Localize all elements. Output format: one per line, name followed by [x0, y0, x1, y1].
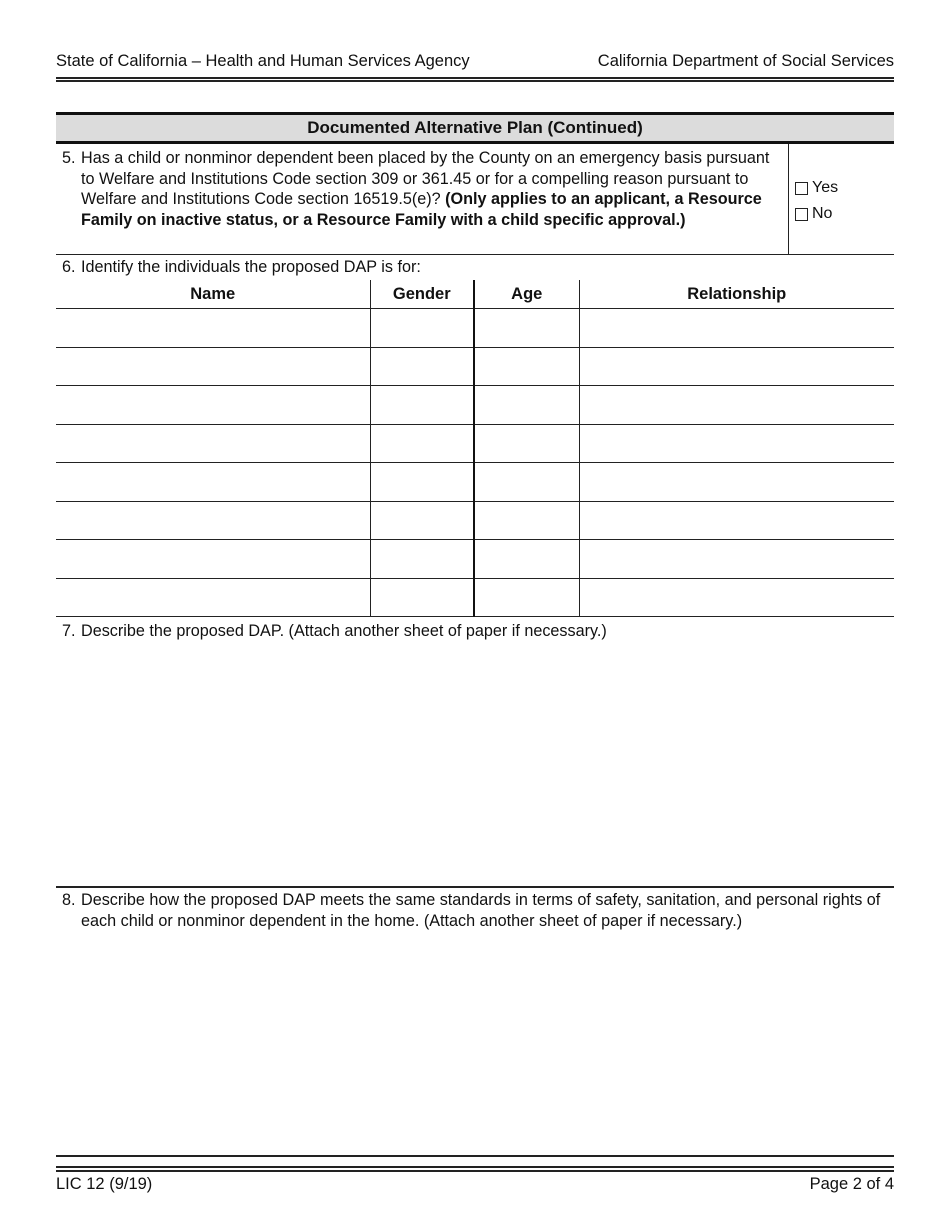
option-no[interactable]: [795, 205, 832, 223]
column-gender-header: Gender: [370, 280, 474, 309]
individuals-table: [56, 280, 894, 617]
relationship-cell[interactable]: [579, 309, 894, 348]
relationship-cell[interactable]: [579, 424, 894, 463]
question-8-body: Describe how the proposed DAP meets the same standards in terms of safety, sanitation, and personal rights of each child or nonminor dependent in the home. (Attach another sheet of paper if necessary.): [81, 891, 881, 930]
header-rule-bottom: [56, 80, 894, 82]
question-8-number: 8.: [62, 891, 76, 909]
footer-rule-2: [56, 1166, 894, 1168]
name-cell[interactable]: [56, 424, 370, 463]
relationship-cell[interactable]: [579, 463, 894, 502]
age-cell[interactable]: [474, 578, 579, 617]
column-age-header: Age: [474, 280, 579, 309]
gender-cell[interactable]: [370, 463, 474, 502]
age-cell[interactable]: [474, 347, 579, 386]
name-cell[interactable]: [56, 540, 370, 579]
yes-label: Yes: [812, 179, 839, 196]
table-row: [56, 463, 894, 502]
question-7-answer-area[interactable]: [56, 646, 894, 884]
name-cell[interactable]: [56, 501, 370, 540]
table-row: [56, 540, 894, 579]
question-5-body: Has a child or nonminor dependent been placed by the County on an emergency basis pursuant to Welfare and Institutions Code section 309 or 361.45 or for a compelling reason pursuant to Welfare and Institutions Code section 16519.5(e)?: [81, 149, 770, 209]
relationship-cell[interactable]: [579, 386, 894, 425]
gender-cell[interactable]: [370, 540, 474, 579]
question-6-text: [62, 257, 421, 278]
question-7-body: Describe the proposed DAP. (Attach another sheet of paper if necessary.): [81, 622, 607, 640]
question-8-answer-area[interactable]: [56, 938, 894, 1152]
question-5-note: (Only applies to an applicant, a Resource Family on inactive status, or a Resource Family with a child specific approval.): [81, 190, 762, 229]
section-title: Documented Alternative Plan (Continued): [56, 112, 894, 144]
gender-cell[interactable]: [370, 386, 474, 425]
question-7-number: 7.: [62, 622, 76, 640]
relationship-cell[interactable]: [579, 347, 894, 386]
yes-checkbox[interactable]: [795, 182, 808, 195]
question-8-text: [62, 890, 882, 932]
gender-cell[interactable]: [370, 578, 474, 617]
question-5-number: 5.: [62, 149, 76, 167]
column-name-header: Name: [56, 280, 370, 309]
no-checkbox[interactable]: [795, 208, 808, 221]
gender-cell[interactable]: [370, 347, 474, 386]
table-row: [56, 501, 894, 540]
header-department: California Department of Social Services: [597, 52, 894, 70]
table-row: [56, 309, 894, 348]
gender-cell[interactable]: [370, 424, 474, 463]
footer-page-number: Page 2 of 4: [809, 1175, 894, 1193]
question-5-text: [62, 148, 784, 230]
relationship-cell[interactable]: [579, 578, 894, 617]
footer-form-id: LIC 12 (9/19): [56, 1175, 153, 1193]
table-row: [56, 578, 894, 617]
header-agency: State of California – Health and Human Services Agency: [56, 52, 470, 70]
name-cell[interactable]: [56, 309, 370, 348]
question-6-number: 6.: [62, 258, 76, 276]
gender-cell[interactable]: [370, 501, 474, 540]
name-cell[interactable]: [56, 463, 370, 502]
question-5-options: [788, 144, 894, 254]
age-cell[interactable]: [474, 386, 579, 425]
footer-rule-1: [56, 1155, 894, 1157]
relationship-cell[interactable]: [579, 540, 894, 579]
gender-cell[interactable]: [370, 309, 474, 348]
age-cell[interactable]: [474, 309, 579, 348]
age-cell[interactable]: [474, 501, 579, 540]
name-cell[interactable]: [56, 347, 370, 386]
no-label: No: [812, 205, 833, 222]
question-7-divider: [56, 886, 894, 888]
option-yes[interactable]: [795, 179, 838, 197]
age-cell[interactable]: [474, 424, 579, 463]
table-row: [56, 347, 894, 386]
header-rule-top: [56, 77, 894, 79]
table-row: [56, 424, 894, 463]
age-cell[interactable]: [474, 540, 579, 579]
question-5: [56, 144, 894, 255]
table-header-row: [56, 280, 894, 309]
relationship-cell[interactable]: [579, 501, 894, 540]
question-7-text: [62, 621, 607, 642]
question-6-body: Identify the individuals the proposed DAP is for:: [81, 258, 421, 276]
name-cell[interactable]: [56, 386, 370, 425]
name-cell[interactable]: [56, 578, 370, 617]
age-cell[interactable]: [474, 463, 579, 502]
table-row: [56, 386, 894, 425]
column-relationship-header: Relationship: [579, 280, 894, 309]
footer-rule-3: [56, 1170, 894, 1172]
